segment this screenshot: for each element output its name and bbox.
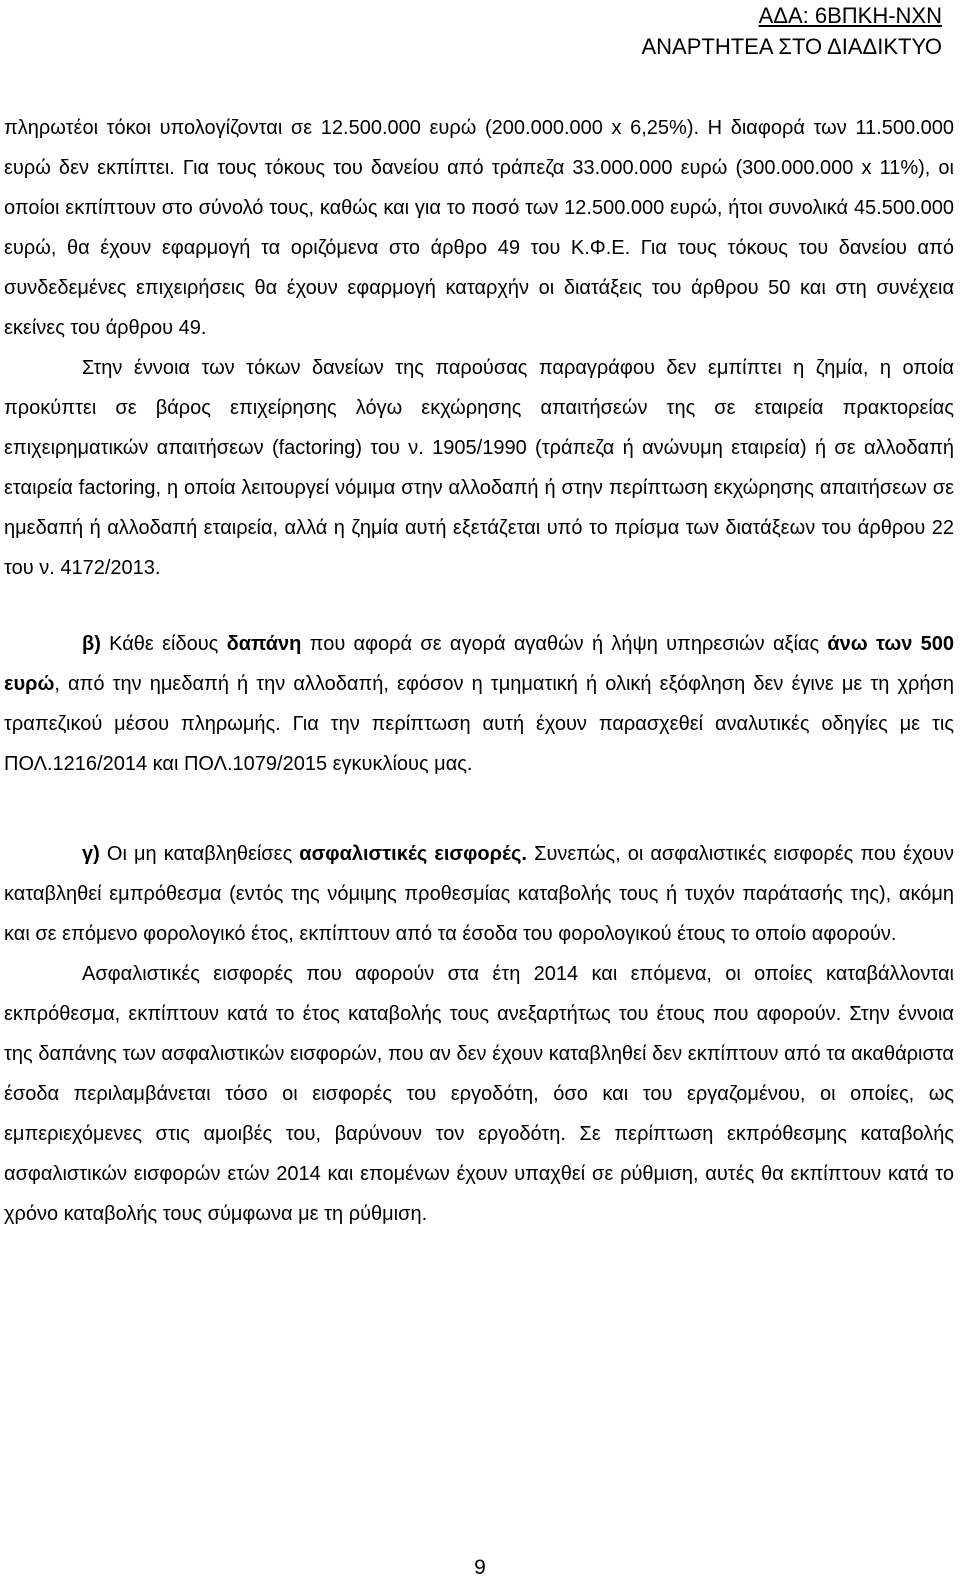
emphasis-threshold: άνω των 500 ευρώ bbox=[4, 633, 955, 695]
item-label-c: γ) bbox=[82, 843, 100, 865]
paragraph-factoring: Στην έννοια των τόκων δανείων της παρούσας παραγράφου δεν εμπίπτει η ζημία, η οποία προκύπτει σε βάρος επιχείρησης λόγω εκχώρησης απαιτήσεών της σε εταιρεία πρακτορείας επιχειρηματικών απαιτήσεων (factoring) του ν. 1905/1990 (τράπεζα ή ανώνυμη εταιρεία) ή σε αλλοδαπή εταιρεία factoring, η οποία λειτουργεί νόμιμα στην αλλοδαπή ή στην περίπτωση εκχώρησης απαιτήσεων σε ημεδαπή ή αλλοδαπή εταιρεία, αλλά η ζημία αυτή εξετάζεται υπό το πρίσμα των διατάξεων του άρθρου 22 του ν. 4172/2013. bbox=[4, 357, 954, 579]
document-body bbox=[4, 108, 954, 1234]
posting-status: ΑΝΑΡΤΗΤΕΑ ΣΤΟ ΔΙΑΔΙΚΤΥΟ bbox=[641, 34, 942, 59]
paragraph-b-expenses: β) Κάθε είδους δαπάνη που αφορά σε αγορά αγαθών ή λήψη υπηρεσιών αξίας άνω των 500 ευρώ, από την ημεδαπή ή την αλλοδαπή, εφόσον η τμηματική ή ολική εξόφληση δεν έγινε με τη χρήση τραπεζικού μέσου πληρωμής. Για την περίπτωση αυτή έχουν παρασχεθεί αναλυτικές οδηγίες με τις ΠΟΛ.1216/2014 και ΠΟΛ.1079/2015 εγκυκλίους μας. bbox=[4, 633, 955, 775]
paragraph-interest-calculation: πληρωτέοι τόκοι υπολογίζονται σε 12.500.000 ευρώ (200.000.000 x 6,25%). Η διαφορά των 11.500.000 ευρώ δεν εκπίπτει. Για τους τόκους του δανείου από τράπεζα 33.000.000 ευρώ (300.000.000 x 11%), οι οποίοι εκπίπτουν στο σύνολό τους, καθώς και για το ποσό των 12.500.000 ευρώ, ήτοι συνολικά 45.500.000 ευρώ, θα έχουν εφαρμογή τα οριζόμενα στο άρθρο 49 του Κ.Φ.Ε. Για τους τόκους του δανείου από συνδεδεμένες επιχειρήσεις θα έχουν εφαρμογή καταρχήν οι διατάξεις του άρθρου 50 και στη συνέχεια εκείνες του άρθρου 49. bbox=[4, 117, 954, 339]
paragraph-c-insurance: γ) Οι μη καταβληθείσες ασφαλιστικές εισφορές. Συνεπώς, οι ασφαλιστικές εισφορές που έχουν καταβληθεί εμπρόθεσμα (εντός της νόμιμης προθεσμίας καταβολής τους ή τυχόν παράτασής της), ακόμη και σε επόμενο φορολογικό έτος, εκπίπτουν από τα έσοδα του φορολογικού έτους το οποίο αφορούν. bbox=[4, 843, 954, 945]
ada-label: ΑΔΑ: 6ΒΠΚΗ-ΝΧΝ bbox=[758, 3, 942, 28]
emphasis-expense: δαπάνη bbox=[226, 633, 302, 655]
emphasis-insurance: ασφαλιστικές εισφορές. bbox=[299, 843, 527, 865]
document-header bbox=[641, 0, 942, 62]
page-number: 9 bbox=[474, 1556, 486, 1579]
item-label-b: β) bbox=[82, 633, 101, 655]
ada-code bbox=[641, 0, 942, 31]
paragraph-late-contributions: Ασφαλιστικές εισφορές που αφορούν στα έτη 2014 και επόμενα, οι οποίες καταβάλλονται εκπρόθεσμα, εκπίπτουν κατά το έτος καταβολής τους ανεξαρτήτως του έτους που αφορούν. Στην έννοια της δαπάνης των ασφαλιστικών εισφορών, που αν δεν έχουν καταβληθεί δεν εκπίπτουν από τα ακαθάριστα έσοδα περιλαμβάνεται τόσο οι εισφορές του εργοδότη, όσο και του εργαζομένου, οι οποίες, ως εμπεριεχόμενες στις αμοιβές του, βαρύνουν τον εργοδότη. Σε περίπτωση εκπρόθεσμης καταβολής ασφαλιστικών εισφορών ετών 2014 και επομένων έχουν υπαχθεί σε ρύθμιση, αυτές θα εκπίπτουν κατά το χρόνο καταβολής τους σύμφωνα με τη ρύθμιση. bbox=[4, 963, 954, 1225]
